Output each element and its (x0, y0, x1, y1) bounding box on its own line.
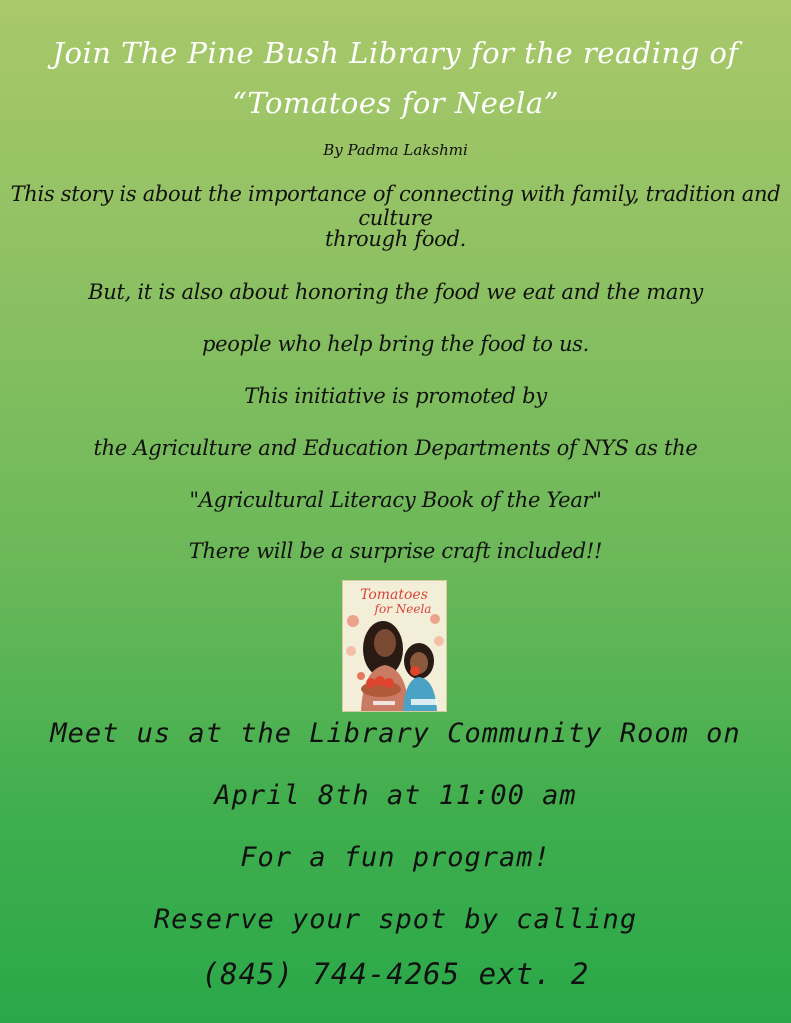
book-cover-image (342, 580, 447, 712)
event-tagline: For a fun program! (240, 842, 551, 873)
cover-title-line-2: for Neela (374, 602, 432, 616)
cover-title-line-1: Tomatoes (360, 587, 428, 603)
description-line-2: through food. (324, 227, 467, 251)
description-line-7: "Agricultural Literacy Book of the Year" (189, 488, 602, 512)
description-line-6: the Agriculture and Education Departments of NYS as the (93, 436, 698, 460)
description-line-8: There will be a surprise craft included!! (188, 539, 603, 563)
description-line-5: This initiative is promoted by (244, 384, 547, 408)
book-title: “Tomatoes for Neela” (232, 86, 559, 120)
description-line-4: people who help bring the food to us. (201, 332, 590, 356)
phone-number: (845) 744-4265 ext. 2 (201, 957, 590, 991)
description-line-3: But, it is also about honoring the food we eat and the many (88, 280, 703, 304)
author-byline: By Padma Lakshmi (323, 141, 468, 159)
description-line-1: This story is about the importance of connecting with family, tradition and culture (10, 182, 781, 230)
event-location: Meet us at the Library Community Room on (50, 718, 741, 749)
reservation-instruction: Reserve your spot by calling (153, 904, 638, 935)
flyer-title-line-1: Join The Pine Bush Library for the reading of (52, 36, 739, 70)
event-datetime: April 8th at 11:00 am (214, 780, 577, 811)
